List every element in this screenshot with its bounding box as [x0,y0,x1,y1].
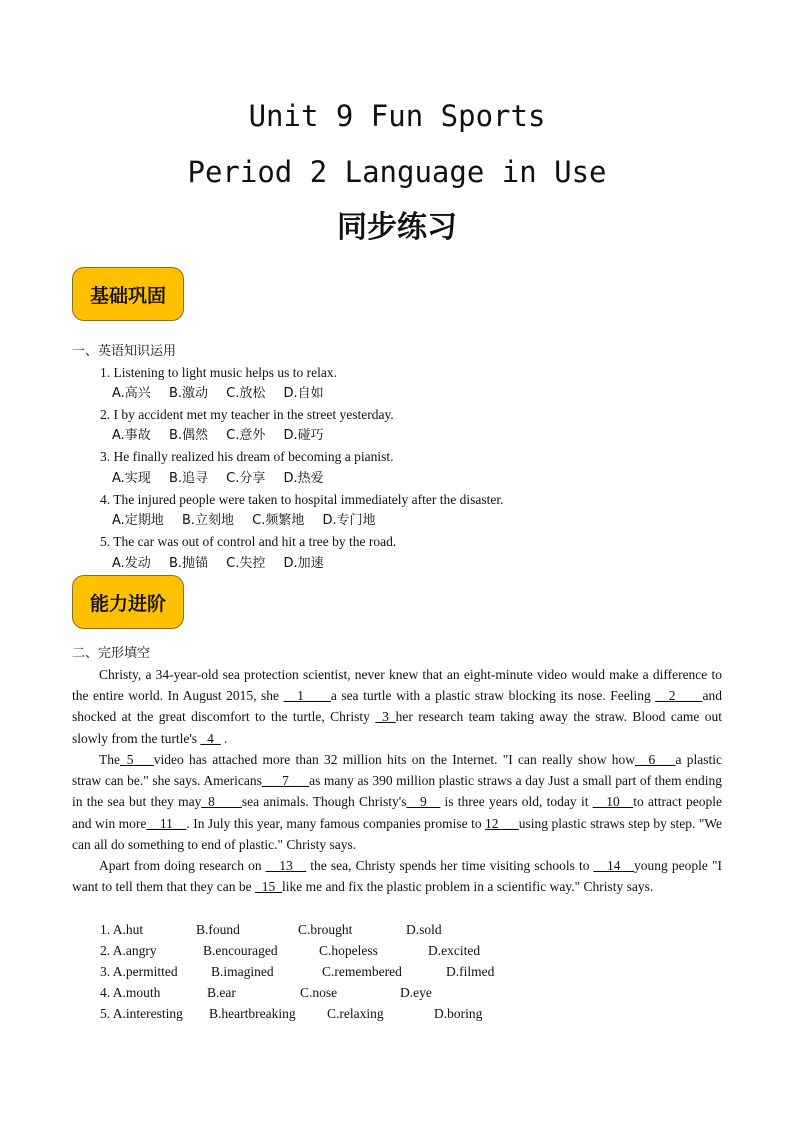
text: like me and fix the plastic problem in a scientific way." Christy says. [281,879,654,895]
badge-basic: 基础巩固 [72,267,184,321]
text: the sea, Christy spends her time visiting schools to [306,858,594,873]
q4-stem: 4. The injured people were taken to hospital immediately after the disaster. [100,492,504,507]
cloze-paragraph-1 [72,664,722,749]
choice: 5. A.interesting [100,1006,183,1021]
text: young people "I want to tell them that they can be [72,858,722,895]
q5-options [112,555,338,573]
q1-options [112,385,338,403]
choice: C.remembered [322,964,402,979]
choice: 3. A.permitted [100,964,178,979]
choice: B.encouraged [203,943,278,958]
text: The [99,752,120,767]
choice: C.relaxing [327,1006,384,1021]
cloze-paragraph-3 [72,855,722,897]
option: C.分享 [226,471,266,486]
blank-5: _5___ [120,752,154,767]
option: B.抛锚 [168,556,209,571]
text: sea animals. Though Christy's [241,794,407,810]
text: using plastic straws step by step. "We can all do something to end of plastic." Christy says. [72,815,723,852]
option: A.高兴 [112,386,151,401]
text: Christy, a 34-year-old sea protection scientist, never knew that an eight-minute video would make a difference to the entire world. In August 2015, she [72,667,722,704]
blank-9: __9__ [406,794,441,810]
cloze-paragraph-2 [72,749,722,855]
choice: B.ear [207,985,236,1000]
text: her research team taking away the straw. Blood came out slowly from the turtle's [72,709,722,746]
blank-15: _15_ [254,879,282,895]
q3-stem: 3. He finally realized his dream of becoming a pianist. [100,449,394,464]
blank-12: 12___ [485,815,519,831]
option: D.自如 [283,386,324,401]
option: B.激动 [168,386,209,401]
title-period: Period 2 Language in Use [187,155,607,189]
option: C.意外 [226,428,266,443]
choice: B.imagined [211,964,274,979]
option: A.定期地 [112,513,164,528]
q3-options [112,470,338,488]
blank-3: _3_ [375,709,396,725]
choice: C.nose [300,985,338,1000]
q5-stem: 5. The car was out of control and hit a tree by the road. [100,534,397,549]
option: D.专门地 [322,513,376,528]
text: . [220,730,228,746]
option: A.事故 [112,428,151,443]
blank-6: __6___ [635,752,676,767]
choice: 4. A.mouth [100,985,161,1000]
option: A.发动 [112,556,151,571]
q1-stem: 1. Listening to light music helps us to relax. [100,365,337,380]
option: B.偶然 [168,428,209,443]
blank-11: __11__ [146,815,187,831]
option: D.碰巧 [283,428,324,443]
choice: B.found [196,922,240,937]
title-practice: 同步练习 [337,210,457,245]
text: as many as 390 million plastic straws a day Just a small part of them ending in the sea but they may [72,773,722,810]
q2-options [112,427,338,445]
option: D.加速 [283,556,324,571]
choice: D.eye [400,985,432,1000]
text: Apart from doing research on [99,858,266,873]
choice: 2. A.angry [100,943,157,958]
option: D.热爱 [283,471,324,486]
choice: D.excited [428,943,481,958]
q4-options [112,512,390,530]
blank-10: __10__ [592,794,634,810]
blank-13: __13__ [265,858,307,873]
blank-7: ___7___ [261,773,310,789]
choice: D.sold [406,922,442,937]
section1-heading: 一、英语知识运用 [72,344,177,359]
text: video has attached more than 32 million hits on the Internet. "I can really show how [153,752,636,767]
option: A.实现 [112,471,151,486]
q2-stem: 2. I by accident met my teacher in the street yesterday. [100,407,394,422]
option: B.追寻 [168,471,209,486]
blank-2: __2____ [655,688,703,704]
option: B.立刻地 [181,513,235,528]
blank-4: _4_ [200,730,221,746]
option: C.失控 [226,556,266,571]
text: a sea turtle with a plastic straw blocking its nose. Feeling [330,688,656,704]
option: C.频繁地 [252,513,305,528]
option: C.放松 [226,386,266,401]
title-unit: Unit 9 Fun Sports [248,99,546,133]
choice: B.heartbreaking [209,1006,296,1021]
choice: C.brought [298,922,353,937]
blank-1: __1____ [283,688,331,704]
choice: 1. A.hut [100,922,144,937]
text: is three years old, today it [440,794,593,810]
blank-14: __14__ [593,858,635,873]
blank-8: _8____ [201,794,242,810]
text: a plastic straw can be." she says. Americans [72,752,722,789]
text: to attract people and win more [72,794,722,831]
text: and shocked at the great discomfort to the turtle, Christy [72,688,722,725]
choice: D.filmed [446,964,495,979]
choice: D.boring [434,1006,483,1021]
choice: C.hopeless [319,943,378,958]
badge-advanced: 能力进阶 [72,575,184,629]
text: . In July this year, many famous companies promise to [186,815,486,831]
section2-heading: 二、完形填空 [72,646,151,661]
